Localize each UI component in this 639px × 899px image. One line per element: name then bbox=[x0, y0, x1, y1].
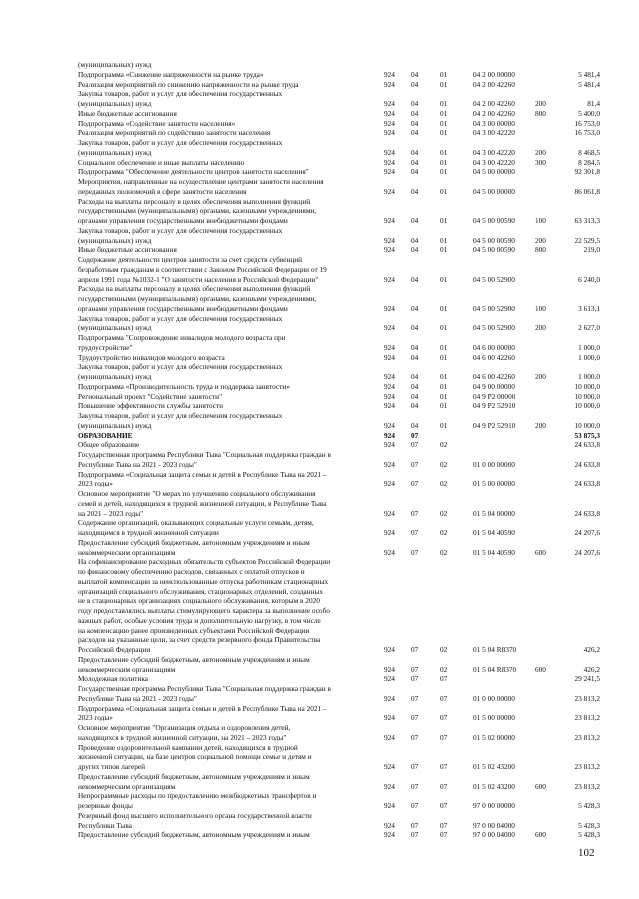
row-ved-code: 924 bbox=[384, 693, 395, 703]
row-ved-code: 924 bbox=[384, 420, 395, 430]
row-section-code: 07 bbox=[411, 547, 419, 557]
row-ved-code: 924 bbox=[384, 762, 395, 771]
row-name: других типов лагерей bbox=[78, 762, 146, 771]
row-name: государственными (муниципальными) органами, казенными учреждениями, bbox=[78, 206, 317, 216]
row-name: Подпрограмма "Сопровождение инвалидов молодого возраста при bbox=[78, 333, 286, 342]
row-ved-code: 924 bbox=[384, 274, 395, 284]
row-amount: 10 000,0 bbox=[574, 391, 600, 401]
row-amount: 63 313,3 bbox=[574, 216, 600, 225]
row-ved-code: 924 bbox=[384, 99, 395, 108]
row-section-code: 07 bbox=[411, 781, 419, 791]
row-target-article: 04 9 00 00000 bbox=[473, 381, 515, 391]
row-name: Закупка товаров, работ и услуг для обеспечения государственных bbox=[78, 411, 283, 420]
row-ved-code: 924 bbox=[384, 352, 395, 362]
row-section-code: 07 bbox=[411, 430, 419, 440]
row-name: трудоустройстве" bbox=[78, 342, 133, 352]
row-section-code: 04 bbox=[411, 128, 419, 138]
row-section-code: 07 bbox=[411, 479, 419, 489]
row-section-code: 07 bbox=[411, 528, 419, 537]
row-section-code: 07 bbox=[411, 820, 419, 830]
row-section-code: 07 bbox=[411, 693, 419, 703]
row-ved-code: 924 bbox=[384, 781, 395, 791]
row-target-article: 01 0 00 00000 bbox=[473, 693, 515, 703]
row-subsection-code: 01 bbox=[440, 69, 448, 79]
row-target-article: 04 6 00 42260 bbox=[473, 352, 515, 362]
row-target-article: 04 3 00 42220 bbox=[473, 157, 515, 167]
row-name: выплатой компенсации за неиспользованные отпуска работникам стационарных bbox=[78, 576, 329, 586]
row-name: Расходы на выплаты персоналу в целях обеспечения выполнения функций bbox=[78, 196, 311, 206]
row-section-code: 04 bbox=[411, 245, 419, 255]
row-target-article: 01 5 04 40590 bbox=[473, 528, 515, 537]
row-amount: 92 301,8 bbox=[574, 167, 600, 177]
row-ved-code: 924 bbox=[384, 732, 395, 742]
row-ved-code: 924 bbox=[384, 391, 395, 401]
row-expense-type: 200 bbox=[535, 372, 546, 381]
row-subsection-code: 01 bbox=[440, 216, 448, 225]
row-target-article: 04 3 00 42220 bbox=[473, 128, 515, 138]
row-name: (муниципальных) нужд bbox=[78, 372, 152, 381]
row-name: апреля 1991 года №1032-1 "О занятости населения в Российской Федерации" bbox=[78, 274, 319, 284]
row-subsection-code: 01 bbox=[440, 381, 448, 391]
row-amount: 5 428,3 bbox=[578, 801, 600, 810]
row-ved-code: 924 bbox=[384, 401, 395, 411]
row-ved-code: 924 bbox=[384, 801, 395, 810]
row-section-code: 07 bbox=[411, 801, 419, 810]
row-target-article: 01 5 04 40590 bbox=[473, 547, 515, 557]
row-subsection-code: 01 bbox=[440, 274, 448, 284]
row-section-code: 04 bbox=[411, 323, 419, 333]
row-expense-type: 600 bbox=[535, 830, 546, 840]
row-ved-code: 924 bbox=[384, 830, 395, 840]
row-expense-type: 200 bbox=[535, 323, 546, 333]
row-amount: 23 813,2 bbox=[574, 781, 600, 791]
row-subsection-code: 01 bbox=[440, 147, 448, 157]
row-ved-code: 924 bbox=[384, 645, 395, 654]
row-target-article: 04 6 00 00000 bbox=[473, 342, 515, 352]
row-name: Мероприятия, направленные на осуществление центрами занятости населения bbox=[78, 177, 324, 186]
row-subsection-code: 02 bbox=[440, 459, 448, 469]
row-section-code: 04 bbox=[411, 167, 419, 177]
row-name: важных работ, особые условия труда и дополнительную нагрузку, в том числе bbox=[78, 615, 321, 625]
row-section-code: 04 bbox=[411, 372, 419, 381]
row-name: органами управления государственными внебюджетными фондами bbox=[78, 216, 288, 225]
row-ved-code: 924 bbox=[384, 713, 395, 723]
row-subsection-code: 01 bbox=[440, 401, 448, 411]
row-amount: 3 613,1 bbox=[578, 303, 600, 313]
row-target-article: 04 5 00 00590 bbox=[473, 245, 515, 255]
row-name: Закупка товаров, работ и услуг для обеспечения государственных bbox=[78, 362, 283, 372]
row-amount: 1 000,0 bbox=[578, 372, 600, 381]
row-name: Государственная программа Республики Тыва "Социальная поддержка граждан в bbox=[78, 450, 331, 459]
row-section-code: 07 bbox=[411, 459, 419, 469]
row-amount: 16 753,0 bbox=[574, 128, 600, 138]
row-name: некоммерческим организациям bbox=[78, 547, 176, 557]
row-amount: 24 207,6 bbox=[574, 528, 600, 537]
row-target-article: 01 5 00 00000 bbox=[473, 713, 515, 723]
row-section-code: 04 bbox=[411, 99, 419, 108]
row-ved-code: 924 bbox=[384, 528, 395, 537]
row-section-code: 04 bbox=[411, 216, 419, 225]
row-amount: 8 468,5 bbox=[578, 147, 600, 157]
row-ved-code: 924 bbox=[384, 118, 395, 128]
row-name: (муниципальных) нужд bbox=[78, 147, 152, 157]
row-ved-code: 924 bbox=[384, 342, 395, 352]
row-subsection-code: 01 bbox=[440, 391, 448, 401]
row-name: некоммерческим организациям bbox=[78, 781, 176, 791]
row-subsection-code: 07 bbox=[440, 732, 448, 742]
row-amount: 5 400,0 bbox=[578, 108, 600, 118]
row-expense-type: 600 bbox=[535, 547, 546, 557]
row-amount: 8 284,5 bbox=[578, 157, 600, 167]
row-target-article: 04 5 00 00590 bbox=[473, 216, 515, 225]
row-amount: 23 813,2 bbox=[574, 693, 600, 703]
row-amount: 29 241,5 bbox=[574, 674, 600, 684]
row-name: Закупка товаров, работ и услуг для обеспечения государственных bbox=[78, 138, 283, 147]
row-amount: 53 875,3 bbox=[574, 430, 600, 440]
row-subsection-code: 07 bbox=[440, 781, 448, 791]
row-name: находящимся в трудной жизненной ситуации bbox=[78, 528, 219, 537]
row-name: организаций социального обслуживания, стационарных отделений, созданных bbox=[78, 586, 324, 596]
row-ved-code: 924 bbox=[384, 216, 395, 225]
row-target-article: 01 5 04 R8370 bbox=[473, 664, 517, 674]
row-ved-code: 924 bbox=[384, 245, 395, 255]
row-amount: 10 000,0 bbox=[574, 381, 600, 391]
row-target-article: 04 5 00 00590 bbox=[473, 235, 515, 245]
row-section-code: 04 bbox=[411, 108, 419, 118]
row-amount: 23 813,2 bbox=[574, 762, 600, 771]
row-name: На софинансирование расходных обязательств субъектов Российской Федерации bbox=[78, 557, 331, 567]
row-section-code: 04 bbox=[411, 235, 419, 245]
row-subsection-code: 02 bbox=[440, 547, 448, 557]
row-ved-code: 924 bbox=[384, 235, 395, 245]
row-name: Закупка товаров, работ и услуг для обеспечения государственных bbox=[78, 313, 283, 323]
row-name: (муниципальных) нужд bbox=[78, 235, 152, 245]
row-name: Подпрограмма "Обеспечение деятельности центров занятости населения" bbox=[78, 167, 309, 177]
row-amount: 24 633,8 bbox=[574, 459, 600, 469]
row-amount: 23 813,2 bbox=[574, 732, 600, 742]
row-expense-type: 600 bbox=[535, 664, 546, 674]
row-name: Региональный проект "Содействие занятости" bbox=[78, 391, 223, 401]
row-target-article: 01 5 02 43200 bbox=[473, 762, 515, 771]
row-name: 2023 годы» bbox=[78, 713, 113, 723]
row-amount: 2 627,0 bbox=[578, 323, 600, 333]
row-name: Подпрограмма «Содействие занятости населения» bbox=[78, 118, 236, 128]
row-amount: 6 240,0 bbox=[578, 274, 600, 284]
row-expense-type: 200 bbox=[535, 99, 546, 108]
row-name: Резервный фонд высшего исполнительного органа государственной власти bbox=[78, 810, 312, 820]
row-subsection-code: 07 bbox=[440, 762, 448, 771]
row-ved-code: 924 bbox=[384, 108, 395, 118]
row-name: находящихся в трудной жизненной ситуации, на 2021 – 2023 годы" bbox=[78, 732, 287, 742]
row-target-article: 04 5 00 52900 bbox=[473, 274, 515, 284]
row-subsection-code: 01 bbox=[440, 420, 448, 430]
row-ved-code: 924 bbox=[384, 186, 395, 196]
row-subsection-code: 01 bbox=[440, 186, 448, 196]
row-name: Предоставление субсидий бюджетным, автономным учреждениям и иным bbox=[78, 537, 310, 547]
row-name: Подпрограмма «Снижение напряженности на рынке труда» bbox=[78, 69, 264, 79]
row-name: Основное мероприятие "Организация отдыха и оздоровления детей, bbox=[78, 723, 291, 732]
row-expense-type: 800 bbox=[535, 108, 546, 118]
row-name: Иные бюджетные ассигнования bbox=[78, 108, 177, 118]
row-subsection-code: 01 bbox=[440, 157, 448, 167]
row-name: государственными (муниципальными) органами, казенными учреждениями, bbox=[78, 294, 317, 303]
page-number: 102 bbox=[578, 847, 595, 859]
row-name: по финансовому обеспечению расходов, связанных с оплатой отпусков и bbox=[78, 567, 305, 576]
row-subsection-code: 01 bbox=[440, 303, 448, 313]
row-subsection-code: 01 bbox=[440, 342, 448, 352]
row-name: Социальное обеспечение и иные выплаты населению bbox=[78, 157, 245, 167]
row-section-code: 07 bbox=[411, 440, 419, 450]
row-amount: 5 428,3 bbox=[578, 830, 600, 840]
row-name: Повышение эффективности службы занятости bbox=[78, 401, 224, 411]
row-section-code: 07 bbox=[411, 674, 419, 684]
row-amount: 22 529,5 bbox=[574, 235, 600, 245]
row-target-article: 04 5 00 52900 bbox=[473, 303, 515, 313]
row-target-article: 97 0 00 00000 bbox=[473, 801, 515, 810]
row-ved-code: 924 bbox=[384, 323, 395, 333]
row-target-article: 04 2 00 42260 bbox=[473, 108, 515, 118]
row-name: на компенсацию ранее произведенных субъектами Российской Федерации bbox=[78, 625, 310, 635]
row-name: Общее образование bbox=[78, 440, 140, 450]
row-name: Предоставление субсидий бюджетным, автономным учреждениям и иным bbox=[78, 771, 310, 781]
row-amount: 24 633,8 bbox=[574, 479, 600, 489]
row-target-article: 04 9 P2 00000 bbox=[473, 391, 516, 401]
row-subsection-code: 01 bbox=[440, 118, 448, 128]
row-subsection-code: 01 bbox=[440, 352, 448, 362]
row-name: не в стационарных организациях социального обслуживания, которым в 2020 bbox=[78, 596, 320, 606]
row-subsection-code: 02 bbox=[440, 440, 448, 450]
row-subsection-code: 02 bbox=[440, 508, 448, 518]
row-expense-type: 200 bbox=[535, 235, 546, 245]
row-amount: 24 633,8 bbox=[574, 440, 600, 450]
row-ved-code: 924 bbox=[384, 167, 395, 177]
row-subsection-code: 07 bbox=[440, 820, 448, 830]
row-name: семей и детей, находящихся в трудной жизненной ситуации, в Республике Тыва bbox=[78, 498, 327, 508]
row-name: Непрограммные расходы по предоставлению межбюджетных трансфертов и bbox=[78, 791, 317, 801]
row-name: Реализация мероприятий по содействию занятости населения bbox=[78, 128, 271, 138]
row-name: на 2021 – 2023 годы" bbox=[78, 508, 144, 518]
row-ved-code: 924 bbox=[384, 674, 395, 684]
row-target-article: 04 9 P2 52910 bbox=[473, 420, 516, 430]
row-ved-code: 924 bbox=[384, 459, 395, 469]
row-name: Предоставление субсидий бюджетным, автономным учреждениям и иным bbox=[78, 654, 310, 664]
row-expense-type: 200 bbox=[535, 420, 546, 430]
row-section-code: 07 bbox=[411, 664, 419, 674]
row-section-code: 04 bbox=[411, 274, 419, 284]
row-subsection-code: 01 bbox=[440, 99, 448, 108]
row-target-article: 04 5 00 52900 bbox=[473, 323, 515, 333]
row-target-article: 01 5 02 43200 bbox=[473, 781, 515, 791]
row-name: Проведение оздоровительной кампании детей, находящихся в трудной bbox=[78, 742, 298, 752]
row-name: Российской Федерации bbox=[78, 645, 151, 654]
row-section-code: 04 bbox=[411, 303, 419, 313]
row-subsection-code: 01 bbox=[440, 167, 448, 177]
row-target-article: 04 3 00 42220 bbox=[473, 147, 515, 157]
row-section-code: 04 bbox=[411, 352, 419, 362]
row-ved-code: 924 bbox=[384, 303, 395, 313]
row-subsection-code: 02 bbox=[440, 479, 448, 489]
row-subsection-code: 01 bbox=[440, 235, 448, 245]
row-section-code: 04 bbox=[411, 79, 419, 89]
row-ved-code: 924 bbox=[384, 508, 395, 518]
row-name: Содержание деятельности центров занятости за счет средств субвенций bbox=[78, 255, 303, 264]
row-expense-type: 100 bbox=[535, 216, 546, 225]
row-name: (муниципальных) нужд bbox=[78, 420, 152, 430]
row-amount: 1 000,0 bbox=[578, 342, 600, 352]
row-ved-code: 924 bbox=[384, 147, 395, 157]
row-amount: 24 633,8 bbox=[574, 508, 600, 518]
row-name: Иные бюджетные ассигнования bbox=[78, 245, 177, 255]
row-subsection-code: 02 bbox=[440, 664, 448, 674]
row-name: году предоставлялись выплаты стимулирующего характера за выполнение особо bbox=[78, 606, 330, 615]
row-ved-code: 924 bbox=[384, 381, 395, 391]
row-target-article: 01 0 00 00000 bbox=[473, 459, 515, 469]
row-section-code: 07 bbox=[411, 732, 419, 742]
row-subsection-code: 07 bbox=[440, 830, 448, 840]
row-name: Подпрограмма «Производительность труда и поддержка занятости» bbox=[78, 381, 290, 391]
row-section-code: 04 bbox=[411, 420, 419, 430]
row-ved-code: 924 bbox=[384, 372, 395, 381]
row-expense-type: 600 bbox=[535, 781, 546, 791]
row-name: безработным гражданам в соответствии с Законом Российской Федерации от 19 bbox=[78, 264, 327, 274]
row-subsection-code: 07 bbox=[440, 674, 448, 684]
row-name: ОБРАЗОВАНИЕ bbox=[78, 430, 133, 440]
row-amount: 5 481,4 bbox=[578, 69, 600, 79]
row-name: Содержание организаций, оказывающих социальные услуги семьям, детям, bbox=[78, 518, 314, 528]
row-target-article: 04 9 P2 52910 bbox=[473, 401, 516, 411]
row-name: Закупка товаров, работ и услуг для обеспечения государственных bbox=[78, 225, 283, 235]
row-target-article: 04 2 00 42260 bbox=[473, 79, 515, 89]
row-amount: 86 061,8 bbox=[574, 186, 600, 196]
row-name: 2023 годы» bbox=[78, 479, 113, 489]
row-section-code: 07 bbox=[411, 713, 419, 723]
row-name: (муниципальных) нужд bbox=[78, 323, 152, 333]
row-name: органами управления государственными внебюджетными фондами bbox=[78, 303, 288, 313]
row-target-article: 04 2 00 00000 bbox=[473, 69, 515, 79]
row-ved-code: 924 bbox=[384, 479, 395, 489]
row-name: Республике Тыва на 2021 - 2023 годы" bbox=[78, 693, 197, 703]
row-section-code: 04 bbox=[411, 391, 419, 401]
row-name: Подпрограмма «Социальная защита семьи и детей в Республике Тыва на 2021 – bbox=[78, 703, 327, 713]
row-amount: 1 000,0 bbox=[578, 352, 600, 362]
row-name: Предоставление субсидий бюджетным, автономным учреждениям и иным bbox=[78, 830, 310, 840]
row-target-article: 04 5 00 00000 bbox=[473, 186, 515, 196]
row-name: некоммерческим организациям bbox=[78, 664, 176, 674]
row-target-article: 97 0 00 04000 bbox=[473, 820, 515, 830]
row-subsection-code: 02 bbox=[440, 528, 448, 537]
row-ved-code: 924 bbox=[384, 79, 395, 89]
row-target-article: 01 5 02 00000 bbox=[473, 732, 515, 742]
row-amount: 5 428,3 bbox=[578, 820, 600, 830]
row-section-code: 04 bbox=[411, 147, 419, 157]
row-section-code: 04 bbox=[411, 186, 419, 196]
row-amount: 16 753,0 bbox=[574, 118, 600, 128]
row-amount: 5 481,4 bbox=[578, 79, 600, 89]
row-name: (муниципальных) нужд bbox=[78, 99, 152, 108]
row-amount: 10 000,0 bbox=[574, 401, 600, 411]
row-expense-type: 200 bbox=[535, 147, 546, 157]
row-ved-code: 924 bbox=[384, 430, 395, 440]
row-target-article: 01 5 04 R8370 bbox=[473, 645, 517, 654]
row-expense-type: 300 bbox=[535, 157, 546, 167]
row-name: Основное мероприятие "О мерах по улучшению социального обслуживания bbox=[78, 489, 316, 498]
row-subsection-code: 01 bbox=[440, 245, 448, 255]
row-ved-code: 924 bbox=[384, 157, 395, 167]
row-amount: 23 813,2 bbox=[574, 713, 600, 723]
row-subsection-code: 02 bbox=[440, 645, 448, 654]
row-target-article: 04 5 00 00000 bbox=[473, 167, 515, 177]
row-name: Закупка товаров, работ и услуг для обеспечения государственных bbox=[78, 89, 283, 99]
row-ved-code: 924 bbox=[384, 69, 395, 79]
row-name: Подпрограмма «Социальная защита семьи и детей в Республике Тыва на 2021 – bbox=[78, 469, 327, 479]
row-name: переданных полномочий в сфере занятости населения bbox=[78, 186, 247, 196]
row-ved-code: 924 bbox=[384, 128, 395, 138]
row-name: Молодежная политика bbox=[78, 674, 149, 684]
row-name: Расходы на выплаты персоналу в целях обеспечения выполнения функций bbox=[78, 284, 311, 294]
row-section-code: 07 bbox=[411, 830, 419, 840]
row-amount: 426,2 bbox=[583, 664, 600, 674]
row-target-article: 01 5 00 00000 bbox=[473, 479, 515, 489]
row-subsection-code: 01 bbox=[440, 79, 448, 89]
row-subsection-code: 01 bbox=[440, 128, 448, 138]
row-subsection-code: 01 bbox=[440, 108, 448, 118]
row-amount: 24 207,6 bbox=[574, 547, 600, 557]
row-section-code: 04 bbox=[411, 69, 419, 79]
row-section-code: 04 bbox=[411, 342, 419, 352]
row-subsection-code: 01 bbox=[440, 372, 448, 381]
row-target-article: 04 3 00 00000 bbox=[473, 118, 515, 128]
row-subsection-code: 07 bbox=[440, 713, 448, 723]
row-ved-code: 924 bbox=[384, 547, 395, 557]
row-amount: 426,2 bbox=[583, 645, 600, 654]
row-section-code: 07 bbox=[411, 762, 419, 771]
row-name: расходов на указанные цели, за счет средств резервного фонда Правительства bbox=[78, 635, 321, 645]
row-name: (муниципальных) нужд bbox=[78, 60, 152, 69]
row-section-code: 07 bbox=[411, 645, 419, 654]
row-target-article: 04 6 00 42260 bbox=[473, 372, 515, 381]
row-name: жизненной ситуации, на базе центров социальной помощи семье и детям и bbox=[78, 752, 312, 762]
row-name: Республике Тыва на 2021 - 2023 годы" bbox=[78, 459, 197, 469]
row-name: Государственная программа Республики Тыва "Социальная поддержка граждан в bbox=[78, 684, 331, 693]
row-target-article: 01 5 04 00000 bbox=[473, 508, 515, 518]
row-amount: 10 000,0 bbox=[574, 420, 600, 430]
row-section-code: 04 bbox=[411, 401, 419, 411]
row-section-code: 07 bbox=[411, 508, 419, 518]
row-name: Реализация мероприятий по снижению напряженности на рынке труда bbox=[78, 79, 299, 89]
row-ved-code: 924 bbox=[384, 820, 395, 830]
row-expense-type: 800 bbox=[535, 245, 546, 255]
row-name: Трудоустройство инвалидов молодого возраста bbox=[78, 352, 225, 362]
row-subsection-code: 01 bbox=[440, 323, 448, 333]
row-name: резервные фонды bbox=[78, 801, 133, 810]
row-subsection-code: 07 bbox=[440, 693, 448, 703]
row-section-code: 04 bbox=[411, 118, 419, 128]
row-section-code: 04 bbox=[411, 157, 419, 167]
row-amount: 219,0 bbox=[583, 245, 600, 255]
row-target-article: 97 0 00 04000 bbox=[473, 830, 515, 840]
row-name: Республики Тыва bbox=[78, 820, 133, 830]
row-target-article: 04 2 00 42260 bbox=[473, 99, 515, 108]
row-subsection-code: 07 bbox=[440, 801, 448, 810]
row-section-code: 04 bbox=[411, 381, 419, 391]
row-ved-code: 924 bbox=[384, 440, 395, 450]
row-expense-type: 100 bbox=[535, 303, 546, 313]
row-ved-code: 924 bbox=[384, 664, 395, 674]
row-amount: 81,4 bbox=[587, 99, 600, 108]
